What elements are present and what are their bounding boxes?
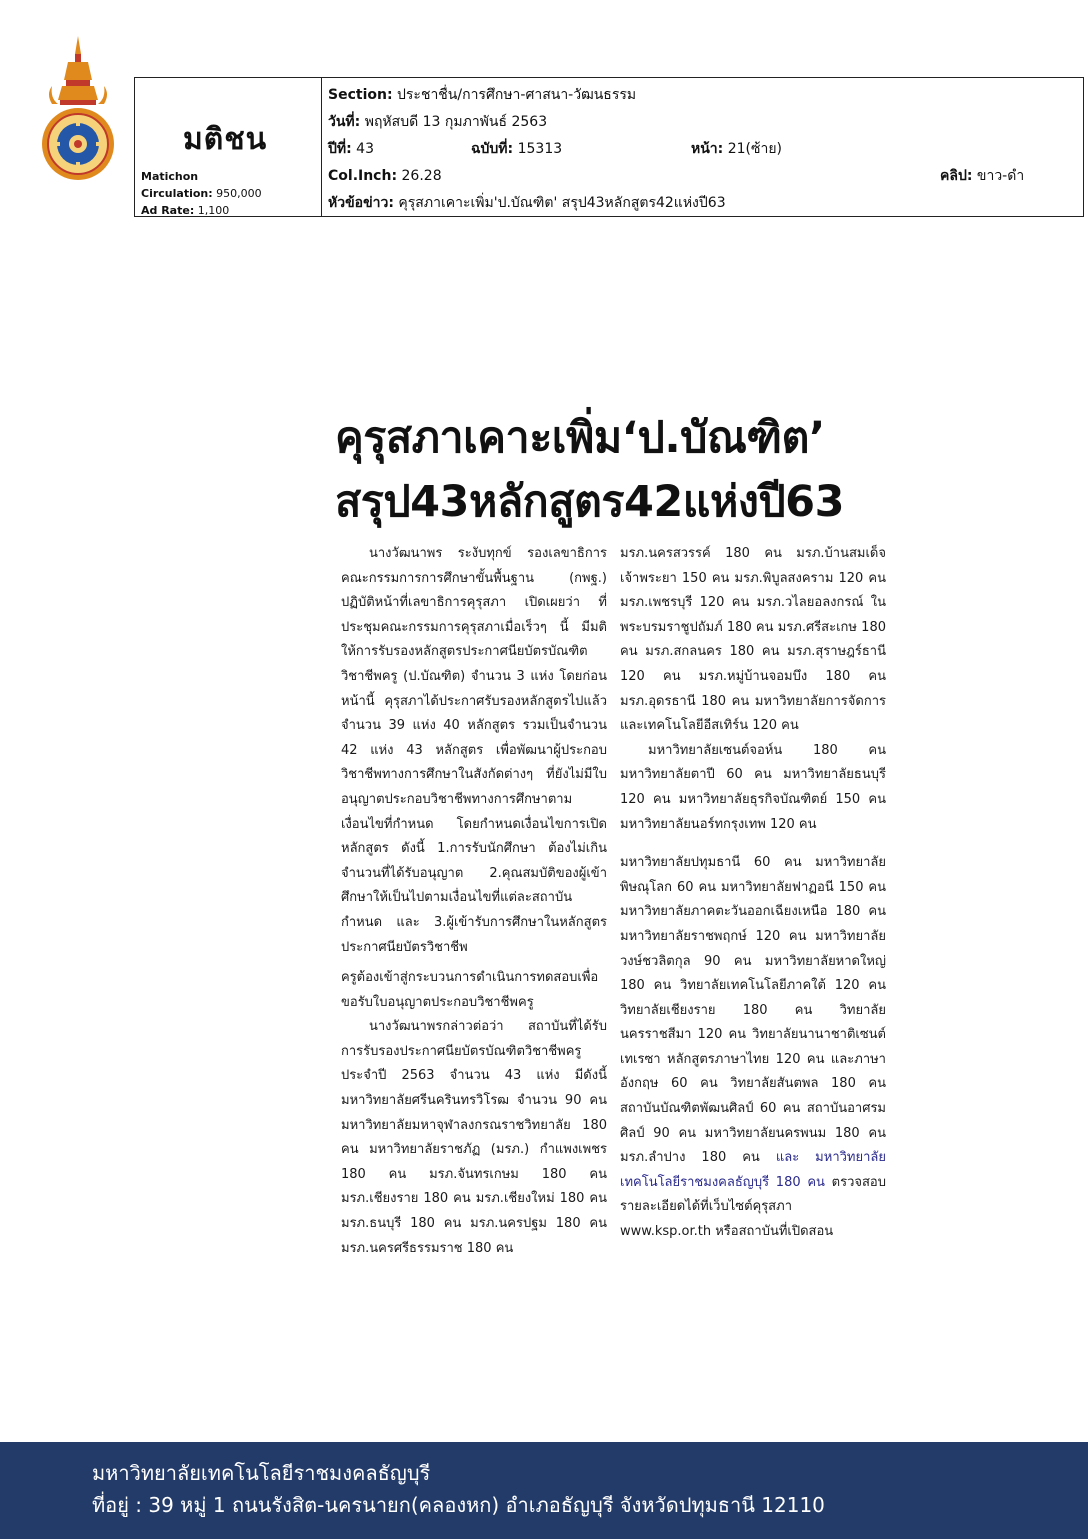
colinch-row (328, 163, 1078, 190)
date-value: พฤหัสบดี 13 กุมภาพันธ์ 2563 (364, 114, 548, 130)
article-column-2 (620, 542, 886, 1245)
adrate-value: 1,100 (197, 204, 230, 217)
colinch-label: Col.Inch: (328, 168, 398, 184)
circulation-label: Circulation: (141, 187, 213, 200)
date-row (328, 109, 1078, 136)
article-text: ตรวจสอบรายละเอียดได้ที่เว็บไซต์คุรุสภา www.ksp.or.th หรือสถาบันที่เปิดสอน (620, 1174, 886, 1240)
article-paragraph: นางวัฒนาพร ระงับทุกข์ รองเลขาธิการคณะกรรมการการศึกษาขั้นพื้นฐาน (กพฐ.) ปฏิบัติหน้าที่เลขาธิการคุรุสภา เปิดเผยว่า ที่ประชุมคณะกรรมการคุรุสภาเมื่อเร็วๆ นี้ มีมติให้การรับรองหลักสูตรประกาศนียบัตรบัณฑิตวิชาชีพครู (ป.บัณฑิต) จำนวน 3 แห่ง โดยก่อนหน้านี้ คุรุสภาได้ประกาศรับรองหลักสูตรไปแล้ว จำนวน 39 แห่ง 40 หลักสูตร รวมเป็นจำนวน 42 แห่ง 43 หลักสูตร เพื่อพัฒนาผู้ประกอบวิชาชีพทางการศึกษาในสังกัดต่างๆ ที่ยังไม่มีใบอนุญาตประกอบวิชาชีพทางการศึกษาตามเงื่อนไขที่กำหนด โดยกำหนดเงื่อนไขการเปิดหลักสูตร ดังนี้ 1.การรับนักศึกษา ต้องไม่เกินจำนวนที่ได้รับอนุญาต 2.คุณสมบัติของผู้เข้าศึกษาให้เป็นไปตามเงื่อนไขที่แต่ละสถาบันกำหนด และ 3.ผู้เข้ารับการศึกษาในหลักสูตรประกาศนียบัตรวิชาชีพ (341, 546, 607, 955)
article-paragraph-final (620, 851, 886, 1245)
article-text: มหาวิทยาลัยปทุมธานี 60 คน มหาวิทยาลัยพิษณุโลก 60 คน มหาวิทยาลัยฟาฏอนี 150 คน มหาวิทยาลัยภาคตะวันออกเฉียงเหนือ 180 คน มหาวิทยาลัยราชพฤกษ์ 120 คน มหาวิทยาลัยวงษ์ชวลิตกุล 90 คน มหาวิทยาลัยหาดใหญ่ 180 คน วิทยาลัยเทคโนโลยีภาคใต้ 120 คน วิทยาลัยเชียงราย 180 คน วิทยาลัยนครราชสีมา 120 คน วิทยาลัยนานาชาติเซนต์เทเรซา หลักสูตรภาษาไทย 120 คน และภาษาอังกฤษ 60 คน วิทยาลัยสันตพล 180 คน สถาบันบัณฑิตพัฒนศิลป์ 60 คน สถาบันอาศรมศิลป์ 90 คน มหาวิทยาลัยนครพนม 180 คน มรภ.ลำปาง 180 คน (620, 855, 886, 1166)
clipping-details (328, 82, 1078, 217)
circulation-value: 950,000 (216, 187, 262, 200)
article-column-1 (341, 542, 607, 1261)
clipping-info-box (134, 77, 1084, 217)
article-paragraph: ครูต้องเข้าสู่กระบวนการดำเนินการทดสอบเพื่อขอรับใบอนุญาตประกอบวิชาชีพครู (341, 970, 599, 1010)
page-label: หน้า: (691, 141, 724, 157)
newspaper-name-en: Matichon (141, 170, 199, 183)
footer-address: ที่อยู่ : 39 หมู่ 1 ถนนรังสิต-นครนายก(คลองหก) อำเภอธัญบุรี จังหวัดปทุมธานี 12110 (92, 1493, 825, 1517)
article-paragraph: มรภ.นครสวรรค์ 180 คน มรภ.บ้านสมเด็จเจ้าพระยา 150 คน มรภ.พิบูลสงคราม 120 คน มรภ.เพชรบุรี 120 คน มรภ.วไลยอลงกรณ์ ในพระบรมราชูปถัมภ์ 180 คน มรภ.ศรีสะเกษ 180 คน มรภ.สกลนคร 180 คน มรภ.สุราษฎร์ธานี 120 คน มรภ.หมู่บ้านจอมบึง 180 คน มรภ.อุดรธานี 180 คน มหาวิทยาลัยการจัดการและเทคโนโลยีอีสเทิร์น 120 คน (620, 546, 886, 734)
newspaper-meta (141, 168, 262, 219)
issue-row (328, 136, 1078, 163)
newspaper-name: มติชน (183, 122, 268, 157)
headline-value: คุรุสภาเคาะเพิ่ม'ป.บัณฑิต' สรุป43หลักสูตร42แห่งปี63 (398, 195, 726, 211)
section-row (328, 82, 1078, 109)
article-headline (335, 406, 895, 534)
footer-bar (0, 1442, 1088, 1539)
issue-value: 15313 (517, 141, 563, 157)
page-value: 21(ซ้าย) (727, 141, 783, 157)
headline-line-1: คุรุสภาเคาะเพิ่ม‘ป.บัณฑิต’ (335, 413, 825, 463)
issue-label: ฉบับที่: (471, 141, 514, 157)
article-paragraph: นางวัฒนาพรกล่าวต่อว่า สถาบันที่ได้รับการรับรองประกาศนียบัตรบัณฑิตวิชาชีพครู ประจำปี 2563 จำนวน 43 แห่ง มีดังนี้ มหาวิทยาลัยศรีนครินทรวิโรฒ จำนวน 90 คน มหาวิทยาลัยมหาจุฬาลงกรณราชวิทยาลัย 180 คน มหาวิทยาลัยราชภัฏ (มรภ.) กำแพงเพชร 180 คน มรภ.จันทรเกษม 180 คน มรภ.เชียงราย 180 คน มรภ.เชียงใหม่ 180 คน มรภ.ธนบุรี 180 คน มรภ.นครปฐม 180 คน มรภ.นครศรีธรรมราช 180 คน (341, 1019, 607, 1256)
year-label: ปีที่: (328, 141, 352, 157)
colinch-value: 26.28 (401, 168, 442, 184)
date-label: วันที่: (328, 114, 361, 130)
footer-university: มหาวิทยาลัยเทคโนโลยีราชมงคลธัญบุรี (92, 1461, 431, 1485)
highlighted-text: และ มหาวิทยาลัยเทคโนโลยีราชมงคลธัญบุรี 180 คน (620, 1150, 886, 1190)
headline-line-2: สรุป43หลักสูตร42แห่งปี63 (335, 477, 844, 527)
headline-label: หัวข้อข่าว: (328, 195, 394, 211)
year-value: 43 (356, 141, 374, 157)
adrate-label: Ad Rate: (141, 204, 195, 217)
section-value: ประชาชื่น/การศึกษา-ศาสนา-วัฒนธรรม (397, 87, 637, 103)
university-emblem-icon (38, 34, 118, 184)
clip-label: คลิป: (940, 168, 973, 184)
section-label: Section: (328, 87, 393, 103)
clip-value: ขาว-ดำ (976, 168, 1025, 184)
article-paragraph: มหาวิทยาลัยเซนต์จอห์น 180 คน มหาวิทยาลัยตาปี 60 คน มหาวิทยาลัยธนบุรี 120 คน มหาวิทยาลัยธุรกิจบัณฑิตย์ 150 คน มหาวิทยาลัยนอร์ทกรุงเทพ 120 คน (620, 742, 886, 832)
headline-row (328, 190, 1078, 217)
newspaper-panel (135, 78, 322, 216)
